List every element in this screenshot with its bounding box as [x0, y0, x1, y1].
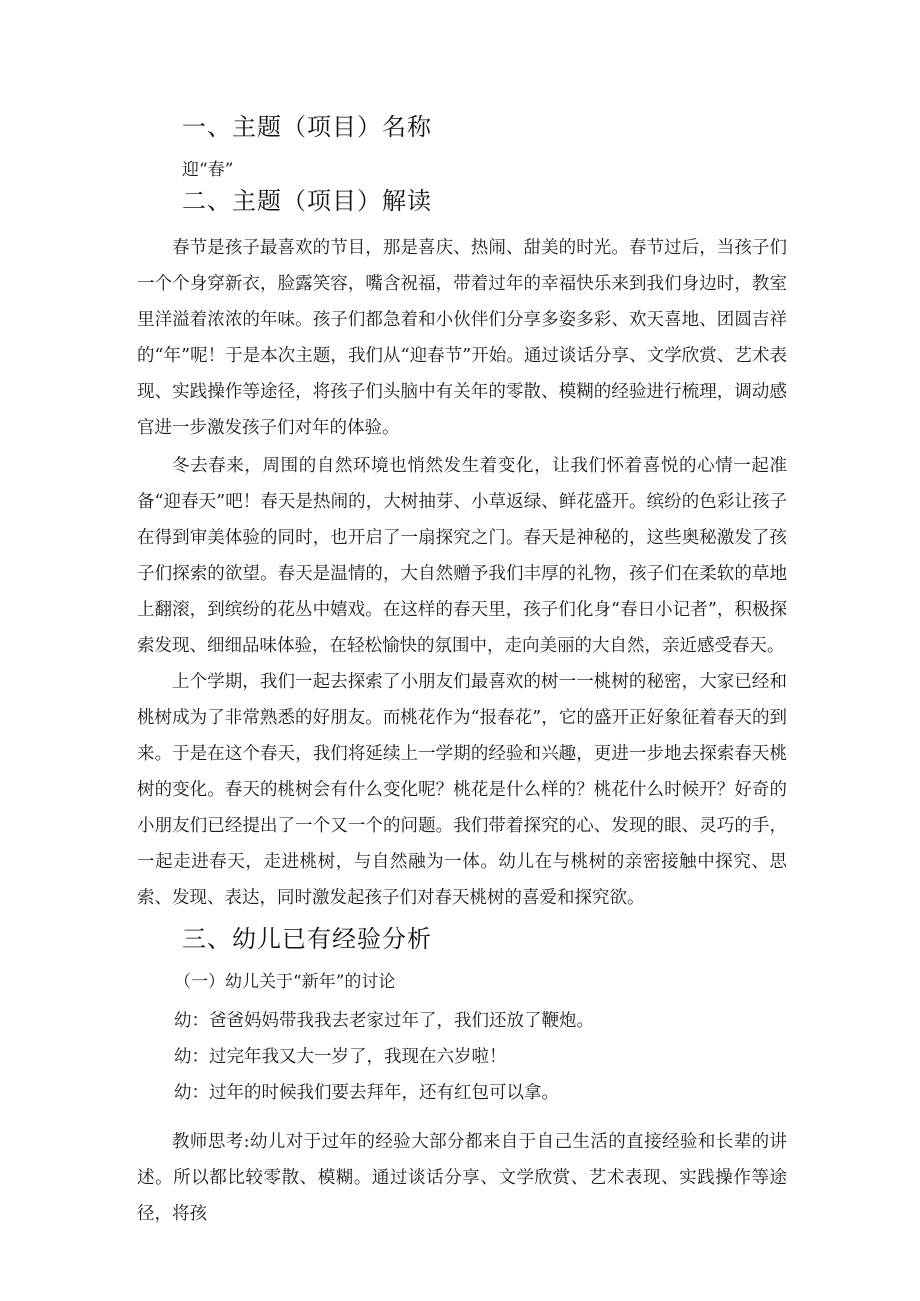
child-quote: 幼：过完年我又大一岁了，我现在六岁啦！	[174, 1047, 507, 1067]
paragraph-spring-arrives: 冬去春来，周围的自然环境也悄然发生着变化，让我们怀着喜悦的心情一起准备“迎春天”吧！春天是热闹的，大树抽芽、小草返绿、鲜花盛开。缤纷的色彩让孩子在得到审美体验的同时，也开启了一扇探究之门。春天是神秘的，这些奥秘激发了孩子们探索的欲望。春天是温情的，大自然赠予我们丰厚的礼物，孩子们在柔软的草地上翻滚，到缤纷的花丛中嬉戏。在这样的春天里，孩子们化身“春日小记者”，积极探索发现、细细品味体验，在轻松愉快的氛围中，走向美丽的大自然，亲近感受春天。	[137, 456, 787, 656]
section-3-subheading: （一）幼儿关于“新年”的讨论	[174, 972, 396, 992]
section-1-heading: 一、主题（项目）名称	[182, 113, 432, 141]
section-3-heading: 三、幼儿已有经验分析	[182, 925, 432, 953]
paragraph-spring-festival: 春节是孩子最喜欢的节目，那是喜庆、热闹、甜美的时光。春节过后，当孩子们一个个身穿新衣，脸露笑容，嘴含祝福，带着过年的幸福快乐来到我们身边时，教室里洋溢着浓浓的年味。孩子们都急着和小伙伴们分享多姿多彩、欢天喜地、团圆吉祥的“年”呢！于是本次主题，我们从“迎春节”开始。通过谈话分享、文学欣赏、艺术表现、实践操作等途径，将孩子们头脑中有关年的零散、模糊的经验进行梳理，调动感官进一步激发孩子们对年的体验。	[137, 238, 787, 438]
teacher-reflection: 教师思考:幼儿对于过年的经验大部分都来自于自己生活的直接经验和长辈的讲述。所以都比较零散、模糊。通过谈话分享、文学欣赏、艺术表现、实践操作等途径，将孩	[137, 1132, 787, 1224]
child-quote: 幼：爸爸妈妈带我我去老家过年了，我们还放了鞭炮。	[174, 1011, 594, 1031]
child-quote: 幼：过年的时候我们要去拜年，还有红包可以拿。	[174, 1083, 559, 1103]
theme-name: 迎“春”	[182, 160, 234, 180]
paragraph-peach-tree: 上个学期，我们一起去探索了小朋友们最喜欢的树一一桃树的秘密，大家已经和桃树成为了非常熟悉的好朋友。而桃花作为“报春花”，它的盛开正好象征着春天的到来。于是在这个春天，我们将延续上一学期的经验和兴趣，更进一步地去探索春天桃树的变化。春天的桃树会有什么变化呢？桃花是什么样的？桃花什么时候开？好奇的小朋友们已经提出了一个又一个的问题。我们带着探究的心、发现的眼、灵巧的手，一起走进春天，走进桃树，与自然融为一体。幼儿在与桃树的亲密接触中探究、思索、发现、表达，同时激发起孩子们对春天桃树的喜爱和探究欲。	[137, 672, 787, 908]
section-2-heading: 二、主题（项目）解读	[182, 187, 432, 215]
